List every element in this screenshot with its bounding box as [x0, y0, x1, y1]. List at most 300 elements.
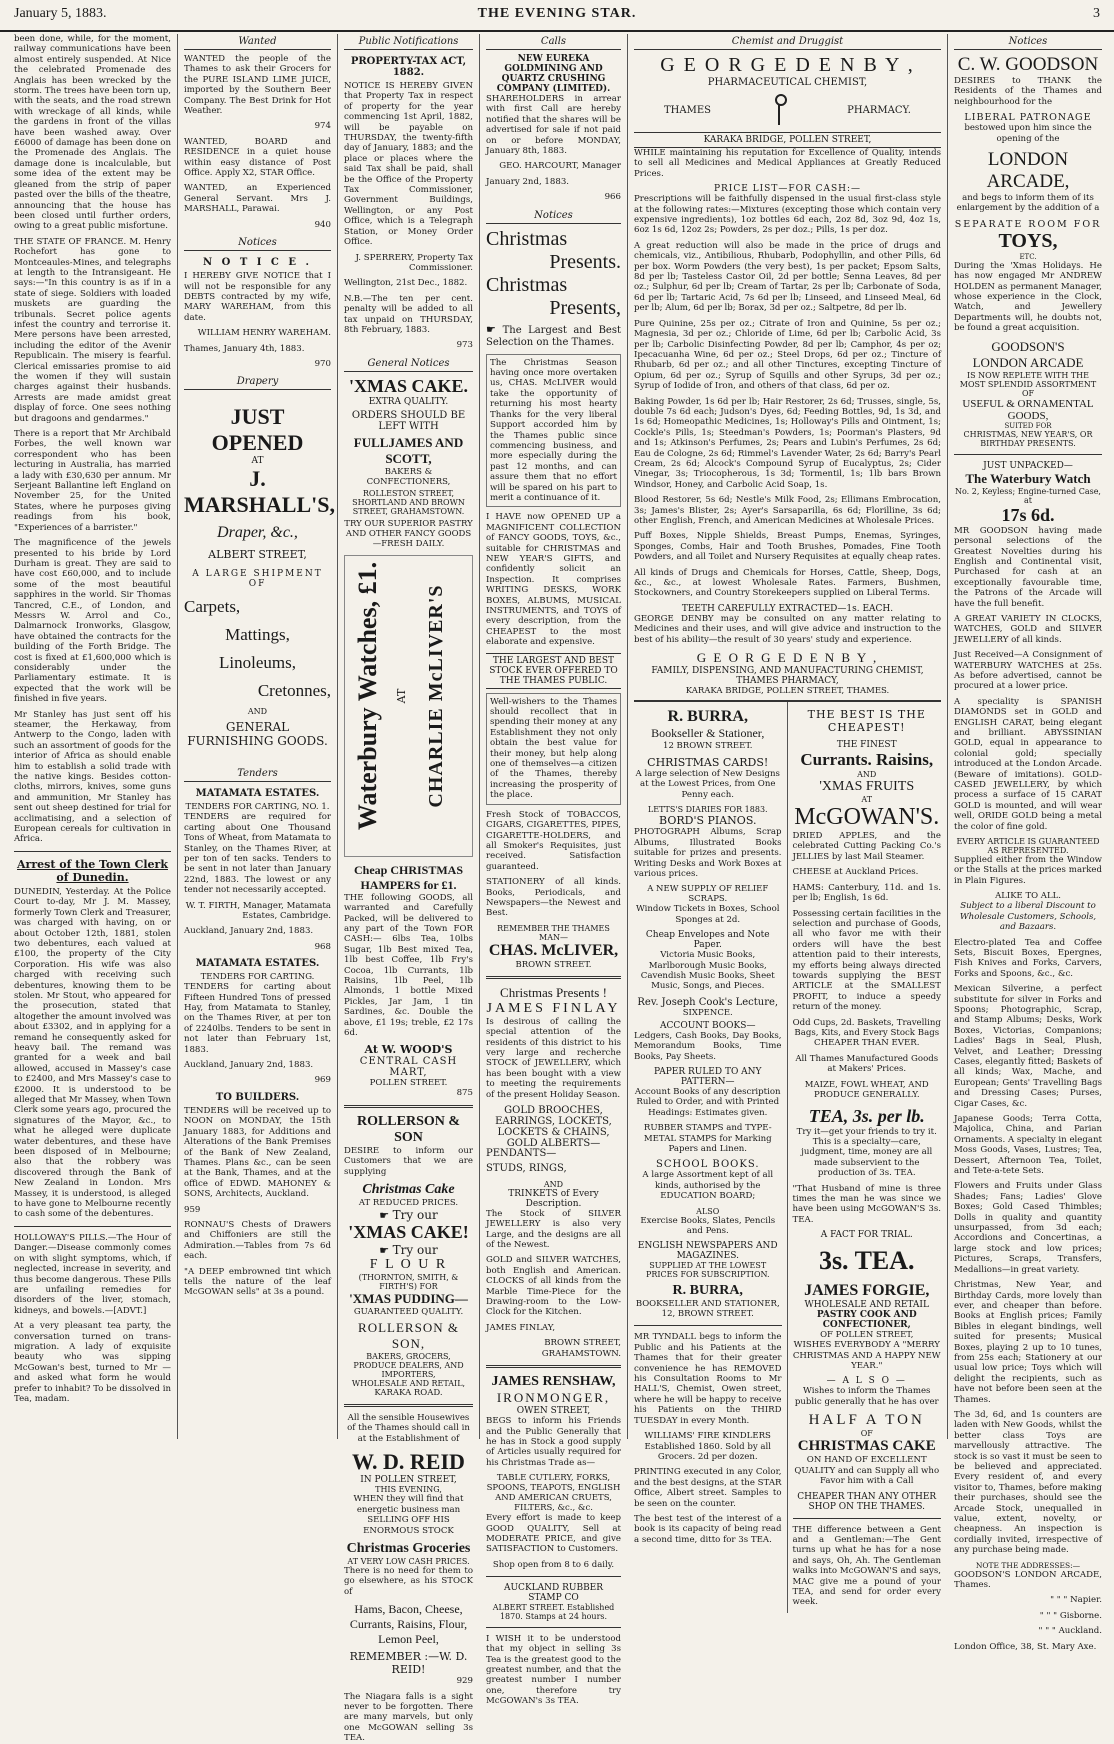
- news-paragraph: The magnificence of the jewels presented to his bride by Lord Durham is great. They are said to have cost £60,000, and to include some of the most beautiful sapphires in the world. Sir Thomas Tancred, C.E., of London, and Messrs W. Arrol and Co., Dalmarnock Ironworks, Glasgow, have obtained the contracts for the building of the Forth Bridge. The cost is fixed at £1,600,000 which is considerably under the Parliamentary estimate. It is expected that the work will be finished in five years.: [14, 538, 171, 705]
- burra-trade: BOOKSELLER AND STATIONER,: [635, 1299, 780, 1310]
- wanted-ad: WANTED, an Experienced General Servant. Mrs J. MARSHALL, Parawai.: [184, 183, 331, 215]
- goodson-address: " " " Napier.: [1050, 1595, 1102, 1606]
- section-header: General Notices: [344, 356, 473, 372]
- goodson-alike: ALIKE TO ALL.: [995, 891, 1061, 902]
- reid-remember: REMEMBER :—W. D. REID!: [349, 1650, 468, 1677]
- rollerson-flour-brand: (THORNTON, SMITH, & FIRTH'S) FOR: [358, 1273, 459, 1292]
- section-header: Drapery: [184, 374, 331, 390]
- burra-name: R. BURRA,: [667, 708, 748, 726]
- goodson-name: C. W. GOODSON: [957, 54, 1099, 75]
- news-paragraph: There is a report that Mr Archibald Forbes, the well known war correspondent who has been lecturing in Australia, has married a lady with £30,630 per annum. Mr Serjeant Ballantine left England on November 25, for the United States, where he purposes giving readings from his book, "Experiences of a barrister.": [14, 429, 171, 533]
- rollerson-try: [344, 1243, 473, 1257]
- goodson-body: bestowed upon him since the opening of the: [964, 123, 1092, 144]
- ad-number: 968: [314, 941, 331, 952]
- divider: [14, 1226, 171, 1227]
- goodson-useful: USEFUL & ORNAMENTAL: [962, 397, 1094, 410]
- mcliver-remember: REMEMBER THE THAMES MAN—: [497, 923, 610, 942]
- xmas-cake-orders: ORDERS SHOULD BE LEFT WITH: [351, 409, 466, 432]
- mcgowan-finest: THE FINEST: [836, 740, 897, 751]
- goodson-presents: CHRISTMAS, NEW YEAR'S, OR BIRTHDAY PRESENTS.: [963, 429, 1093, 448]
- rollerson-trade: BAKERS, GROCERS, PRODUCE DEALERS, AND IMPORTERS,: [353, 1352, 464, 1380]
- forgie-name: JAMES FORGIE,: [804, 1282, 930, 1300]
- denby-body: Pure Quinine, 25s per oz.; Citrate of Iron and Quinine, 5s per oz.; Magnesia, 3d per oz.; Chloride of Lime, 6d per lb; Carbolic Acid, 3s per lb; Carbolic Disinfecting Powder, 8d per lb; Camphor, 4s per oz; Ipecacuanha Wine, 6d per oz.; Steel Drops, 6d per oz.; Tincture of Rhubarb, 6d per oz.; and all other Tinctures, excepting Tincture of Opium, 6d per oz.; Syrup of Squills and other Syrups, 3d per oz.; Syrup of Iodide of Iron, and others of that class, 6d per oz.: [634, 318, 941, 392]
- drapery-street: ALBERT STREET,: [208, 548, 307, 562]
- reid-intro: All the sensible Housewives of the Thames should call in at the Establishment of: [347, 1413, 470, 1444]
- mcliver-body: I HAVE now OPENED UP a MAGNIFICENT COLLECTION of FANCY GOODS, TOYS, &c., suitable for CHRISTMAS and NEW YEAR'S GIFTS, and confidently solicit an Inspection. It comprises WRITING DESKS, WORK BOXES, ALBUMS, MUSICAL INSTRUMENTS, and TOYS of every description, from the CHEAPEST to the most elaborate and expensive.: [486, 512, 621, 648]
- denby-thames: THAMES: [664, 104, 712, 116]
- reid-groceries: Christmas Groceries: [346, 1540, 471, 1556]
- mcgowan-body: CHEESE at Auckland Prices.: [792, 867, 919, 878]
- ad-number: 973: [456, 340, 473, 351]
- divider: [634, 1325, 782, 1326]
- notification-body: NOTICE IS HEREBY GIVEN that Property Tax in respect of property for the year commencing 1st April, 1882, will be payable on THURSDAY, the twenty-fifth day of January, 1883; and the place or places where the said Tax shall be paid, shall be the Office of the Property Tax Commissioner, Government Buildings, Wellington, or any Post Office, which is a Telegraph Station, or Money Order Office.: [344, 81, 473, 248]
- mcgowan-name: McGOWAN'S.: [794, 804, 940, 831]
- goodson-room: SEPARATE ROOM FOR: [954, 218, 1102, 230]
- goodson-address: GOODSON'S LONDON ARCADE, Thames.: [954, 1569, 1102, 1591]
- presents-selection-text: The Largest and Best Selection on the Thames.: [486, 324, 621, 348]
- reid-name: W. D. REID: [352, 1449, 465, 1475]
- finlay-items: GOLD BROOCHES, EARRINGS, LOCKETS, LOCKETS & CHAINS, GOLD ALBERTS—: [495, 1105, 612, 1149]
- goodson-body: A speciality is SPANISH DIAMONDS set in GOLD and ENGLISH CARAT, being elegant and brilliant. ABYSSINIAN GOLD, equal in appearance to colonial gold; specially introduced at the London Arcade. (Beware of imitations). GOLD-CASED JEWELLERY, by which process a surface of 15 CARAT GOLD is mounted, and will wear well, ORIDE GOLD being a metal the color of fine gold.: [954, 696, 1102, 832]
- goodson-replete: IS NOW REPLETE WITH THE MOST SPLENDID ASSORTMENT OF: [959, 370, 1097, 398]
- pointing-hand-icon: ☛: [379, 1244, 393, 1258]
- hampers-headline: Cheap CHRISTMAS HAMPERS for £1.: [353, 862, 464, 892]
- section-header: Notices: [486, 208, 621, 224]
- finlay-body: The Stock of SILVER JEWELLERY is also very Large, and the designs are all of the Newest.: [486, 1208, 621, 1251]
- column-goodson: [948, 34, 1108, 1652]
- forgie-body: WISHES EVERYBODY A "MERRY CHRISTMAS AND A HAPPY NEW YEAR.": [792, 1340, 941, 1372]
- goodson-arcade: LONDON ARCADE,: [986, 149, 1070, 193]
- mcgowan-body: DRIED APPLES, and the celebrated Cutting Packing Co.'s JELLIES by last Mail Steamer.: [792, 831, 941, 862]
- goodson-etc: ETC.: [1019, 252, 1037, 261]
- news-paragraph: been done, while, for the moment, railway communications have been almost entirely suspended. At Nice the celebrated Promenade des Anglais has been wrecked by the storm. The trees have been torn up, with the seats, and the road strewn with wreckage of all kinds, while the gardens in front of the villas have been washed away. Over £6000 of damage has been done on the Promenade des Anglais. The damage done is incalculable, but some idea of the extent may be gleaned from the strip of paper pasted over the bills of the theatre, announcing that the house has been closed until further orders, owing to a great public misfortune.: [14, 34, 171, 232]
- forgie-also: — A L S O —: [826, 1376, 907, 1387]
- forgie-body: Wishes to inform the Thames public generally that he has over: [794, 1386, 939, 1407]
- presents-headline: Presents,: [549, 296, 621, 319]
- forgie-half-ton: HALF A TON: [808, 1412, 925, 1429]
- goodson-patronage: LIBERAL PATRONAGE: [964, 112, 1092, 124]
- mcgowan-best: THE BEST IS THE CHEAPEST!: [807, 708, 926, 735]
- mcgowan-3s-tea: 3s. TEA.: [818, 1246, 915, 1276]
- mcliver-thanks: The Christmas Season having once more overtaken us, CHAS. McLIVER would take the opportunity of returning his most hearty Thanks for the very liberal Support accorded him by the Thames public since commencing business, and more especially during the past 12 months, and can assure them that no effort will be spared on his part to merit a continuance of it.: [486, 354, 621, 508]
- burra-body: RUBBER STAMPS and TYPE-METAL STAMPS for Marking Papers and Linen.: [643, 1123, 772, 1154]
- ad-number: 959: [184, 1204, 201, 1215]
- burra-pianos: BORD'S PIANOS.: [659, 814, 757, 828]
- reid-body: There is no need for them to go elsewhere, as his STOCK of: [344, 1565, 473, 1597]
- rollerson-headline: ROLLERSON & SON: [356, 1113, 461, 1145]
- mcgowan-body: HAMS: Canterbury, 11d. and 1s. per lb; English, 1s 6d.: [792, 882, 941, 904]
- denby-pharmacy: PHARMACY.: [847, 104, 911, 116]
- tyndall-notice: MR TYNDALL begs to inform the Public and his Patients at the Thames that for their greater convenience he has REMOVED his Consultation Rooms to Mr HALL'S, Chemist, Owen street, where he will be happy to receive his Patients on the THIRD TUESDAY in every Month.: [634, 1332, 782, 1426]
- column-public-notifications: [338, 34, 480, 1744]
- mcgowan-at: AT: [861, 795, 873, 805]
- page-number: 3: [1093, 6, 1100, 21]
- rollerson-wholesale: WHOLESALE AND RETAIL,: [351, 1379, 466, 1389]
- bakers-name: FULLJAMES AND SCOTT,: [353, 434, 464, 466]
- burra-diaries: LETTS'S DIARIES FOR 1883.: [647, 805, 768, 815]
- goodson-waterbury-desc: No. 2, Keyless; Engine-turned Case, at: [955, 486, 1101, 505]
- section-header: Wanted: [184, 34, 331, 50]
- drapery-goods: GENERAL FURNISHING GOODS.: [187, 720, 328, 749]
- forgie-of: OF: [860, 1429, 873, 1439]
- mcgowan-advert: [788, 702, 942, 1613]
- forgie-trade: PASTRY COOK AND CONFECTIONER,: [816, 1310, 917, 1331]
- waterbury-headline: Waterbury Watches, £1.: [353, 561, 382, 830]
- mcgowan-body: Try it—get your friends to try it. This is a specialty—care, judgment, time, money are all made subservient to the production of 3s. TEA.: [796, 1126, 937, 1179]
- tender-heading: MATAMATA ESTATES.: [195, 958, 320, 970]
- burra-paper: PAPER RULED TO ANY PATTERN—: [653, 1066, 762, 1087]
- burra-street: 12, BROWN STREET.: [661, 1309, 754, 1320]
- waterbury-at: AT: [395, 688, 408, 704]
- burra-body: Exercise Books, Slates, Pencils and Pens.: [640, 1215, 776, 1237]
- mcliver-stock: THE LARGEST AND BEST STOCK EVER OFFERED TO THE THAMES PUBLIC.: [486, 653, 621, 689]
- wanted-ad: WANTED the people of the Thames to ask their Grocers for the PURE ISLAND LIME JUICE, imported by the Southern Beer Company. The Best Drink for Hot Weather.: [184, 54, 331, 117]
- ad-number: 969: [314, 1075, 331, 1086]
- burra-scraps: A NEW SUPPLY OF RELIEF SCRAPS.: [647, 884, 769, 905]
- goodson-body: DESIRES to THANK the Residents of the Thames and neighbourhood for the: [954, 76, 1102, 107]
- tender-body: TENDERS for carting about Fifteen Hundred Tons of pressed Hay, from Matamata to Stanley, on the Thames River, at per ton of 2240lbs. Tenders to be sent in not later than February 1st, 1883.: [184, 982, 331, 1055]
- finlay-body: GOLD and SILVER WATCHES, both English and American. CLOCKS of all kinds from the Marble Time-Piece for the Drawing-room to the Low-Clock for the Kitchen.: [486, 1255, 621, 1318]
- finlay-and: AND: [543, 1179, 564, 1189]
- burra-envelopes: Cheap Envelopes and Note Paper.: [645, 930, 770, 951]
- burra-supplied: SUPPLIED AT THE LOWEST PRICES FOR SUBSCRIPTION.: [645, 1261, 770, 1280]
- goodson-address: " " " Auckland.: [1038, 1626, 1102, 1637]
- mcliver-tobacco: Fresh Stock of TOBACCOS, CIGARS, CIGARETTES, PIPES, CIGARETTE-HOLDERS, and all Smoker's Requisites, just received. Satisfaction guaranteed.: [486, 809, 621, 872]
- notification-signature: J. SPERRERY, Property Tax Commissioner.: [355, 252, 473, 273]
- drapery-shop-name: J. MARSHALL'S,: [184, 466, 335, 518]
- divider: [486, 1576, 621, 1577]
- burra-body: A large selection of New Designs at the Lowest Prices, from One Penny each.: [635, 769, 780, 800]
- reid-evening: THIS EVENING,: [375, 1485, 442, 1495]
- divider: [344, 1105, 473, 1108]
- rollerson-body: DESIRE to inform our Customers that we are supplying: [344, 1145, 473, 1177]
- hampers-mart: CENTRAL CASH MART,: [359, 1056, 458, 1079]
- advert-paragraph: I WISH it to be understood that my object in selling 3s Tea is the greatest good to the greatest number, and that the greatest number I number one, therefore try McGOWAN's 3s TEA.: [486, 1633, 621, 1707]
- news-paragraph: DUNEDIN, Yesterday. At the Police Court to-day, Mr J. M. Massey, formerly Town Clerk and Treasurer, was charged with having, on or about October 12th, 1881, stolen two debentures, each valued at £100, the property of the City Corporation. His wife was also charged with receiving such debentures, knowing them to be stolen. Mr Stout, who appeared for the prosecution, stated that altogether the amount involved was about £3302, and in applying for a remand he consequently asked for heavy bail. The remand was granted for a week and bail allowed, accused in Massey's case to £2400, and Mrs Massey's case to £2000. It is understood to be alleged that Mr Massey, when Town Clerk some years ago, procured the signatures of the Mayor, &c., to what he alleged were duplicate water debentures, and these have been disposed of in Melbourne; also that the robbery was discovered through the Bank of New Zealand in London. Mrs Massey, it is understood, is alleged to have gone to Melbourne recently to cash some of the debentures.: [14, 886, 171, 1220]
- burra-body: Window Tickets in Boxes, School Sponges at 2d.: [635, 904, 780, 925]
- goodson-goods: GOODS,: [1007, 409, 1049, 422]
- denby-title: FAMILY, DISPENSING, AND MANUFACTURING CHEMIST,: [651, 666, 924, 677]
- section-header: Public Notifications: [344, 34, 473, 50]
- burra-body: Account Books of any description Ruled to Order, and with Printed Headings: Estimates given.: [634, 1086, 781, 1118]
- ad-number: 875: [456, 1088, 473, 1099]
- advert-paragraph: At a very pleasant tea party, the conversation turned on trans-migration. A lady of exquisite beauty who was sipping McGowan's best, turned to Mr — and asked what form he would prefer to inhabit? To be dissolved in Tea, madam.: [14, 1321, 171, 1404]
- calls-body: SHAREHOLDERS in arrear with first Call are hereby notified that the shares will be advertised for sale if not paid on or before MONDAY, January 8th, 1883.: [486, 94, 621, 157]
- mcgowan-fact: A FACT FOR TRIAL.: [820, 1230, 913, 1241]
- burra-body: Ledgers, Cash Books, Day Books, Memorandum Books, Time Books, Pay Sheets.: [634, 1030, 782, 1062]
- tender-subheading: TENDERS FOR CARTING.: [200, 972, 315, 983]
- denby-body: Puff Boxes, Nipple Shields, Breast Pumps, Enemas, Syringes, Sponges, Combs, Hair and Tooth Brushes, Pomades, Fine Tooth Powders, and all Toilet and Nursery Requisites at equally cheap rates.: [634, 531, 941, 563]
- hampers-seller: At W. WOOD'S: [364, 1043, 453, 1057]
- newspaper-title: THE EVENING STAR.: [477, 6, 637, 21]
- denby-address: KARAKA BRIDGE, POLLEN STREET, THAMES.: [685, 686, 890, 697]
- goodson-body: Mexican Silverine, a perfect substitute for silver in Forks and Spoons; Photographic, Scrap, and Stamp Albums; Desks, Work Boxes, Victorias, Companions; Ladies' Bags in Seal, Plush, Velvet, and Leather; Dressing Cases, elegantly fitted; Baskets of all kinds; Wax, Mache, and European; Gents' Travelling Bags and Dressing Cases; Purses, Cigar Cases, &c.: [954, 984, 1102, 1109]
- drapery-item: Cretonnes,: [257, 681, 331, 701]
- presents-headline: Christmas: [486, 273, 568, 296]
- denby-body: A great reduction will also be made in the price of drugs and chemicals, viz., Antibilious, Rhubarb, Podophyllin, and other Pills, 6d per box. Worm Powders (the very best), 1s per packet; Epsom Salts, 8d per lb; Tasteless Castor Oil, 2d per bottle; Senna Leaves, 8d per oz.; Sulphur, 6d per lb; Cream of Tartar, 2s per lb; Carbonate of Soda, 6d per lb; Tartaric Acid, 7s 6d per lb; Linseed, and Linseed Meal, 6d per lb; Alum, 6d per lb; Borax, 3d per oz.; Saltpetre, 8d per lb.: [634, 240, 941, 314]
- bakers-address: ROLLESTON STREET, SHORTLAND AND BROWN STREET, GRAHAMSTOWN.: [352, 488, 465, 516]
- chemist-lower-ads: [634, 700, 941, 1613]
- divider: [344, 1404, 473, 1407]
- notification-date: Wellington, 21st Dec., 1882.: [344, 278, 468, 289]
- goodson-body: MR GOODSON having made personal selections of the Greatest Novelties during his English and Continental visit, Purchased for cash at an exceptionally favourable time, the Patrons of the Arcade will have the full benefit.: [954, 525, 1102, 609]
- notice-body: I HEREBY GIVE NOTICE that I will not be responsible for any DEBTS contracted by my wife, MARY WAREHAM, from this date.: [184, 271, 331, 323]
- waterbury-seller: CHARLIE McLIVER'S: [425, 584, 447, 808]
- forgie-cheaper: CHEAPER THAN ANY OTHER SHOP ON THE THAMES.: [797, 1491, 937, 1512]
- drapery-item: Carpets,: [184, 597, 241, 617]
- tender-subheading: TENDERS FOR CARTING, NO. 1.: [185, 802, 330, 813]
- goodson-body: Christmas, New Year, and Birthday Cards, more lovely than ever, and cheaper than before. Books at English prices; Family Bibles in elegant bindings, well suited for presents; Musical Boxes, playing 2 up to 10 tunes, from 25s each; Stationery at our usual low price; Toys which will delight the recipients, such as have not before been seen at the Thames.: [954, 1280, 1102, 1405]
- drapery-trade: Draper, &c.,: [217, 524, 298, 542]
- denby-name: G E O R G E D E N B Y ,: [696, 650, 879, 666]
- rollerson-pudding: 'XMAS PUDDING—: [349, 1291, 468, 1307]
- presents-headline: Presents.: [549, 250, 621, 273]
- section-header: Notices: [184, 235, 331, 251]
- burra-street: 12 BROWN STREET.: [663, 741, 753, 752]
- section-header: Tenders: [184, 766, 331, 782]
- reid-goods: Hams, Bacon, Cheese, Currants, Raisins, Flour, Lemon Peel,: [349, 1602, 468, 1647]
- mcgowan-body: Possessing certain facilities in the selection and purchase of Goods, all who favor me with their orders will have the best attention paid to their interests, my efforts being always directed towards supplying the BEST ARTICLE at the SMALLEST PROFIT, to induce a speedy return of the money.: [792, 908, 941, 1013]
- wanted-ad: WANTED, BOARD and RESIDENCE in a quiet house within easy distance of Post Office. Apply X2, STAR Office.: [184, 136, 331, 179]
- notice-heading: N O T I C E .: [203, 257, 312, 269]
- renshaw-trade: IRONMONGER,: [496, 1390, 611, 1406]
- ad-number: 966: [604, 192, 621, 203]
- rubber-stamp-address: ALBERT STREET. Established 1870. Stamps at 24 hours.: [492, 1602, 615, 1621]
- goodson-body: Flowers and Fruits under Glass Shades; Fans; Ladies' Glove Boxes; Gold Cased Thimbles; Dolls in quality and quantity unsurpassed, from 3d each; Accordions and Concertinas, a large stock and low prices; Pictures, Scraps, Transfers, Medallions—in great variety.: [954, 1181, 1102, 1275]
- goodson-body: Electro-plated Tea and Coffee Sets, Biscuit Boxes, Epergnes, Fish Knives and Forks, Carvers, Forks and Spoons, &c., &c.: [954, 937, 1102, 979]
- goodson-discount: Subject to a liberal Discount to Wholesale Customers, Schools, and Bazaars.: [959, 901, 1097, 933]
- divider: [486, 1365, 621, 1368]
- mcgowan-body: All Thames Manufactured Goods at Makers' Prices.: [795, 1053, 939, 1075]
- renshaw-hours: Shop open from 8 to 6 daily.: [492, 1559, 615, 1570]
- news-paragraph: Mr Stanley has just sent off his steamer, the Herkaway, from Antwerp to the Congo, laden with such an assortment of goods for the interior of Africa as should enable him to establish a solid trade with the native kings. Besides cotton-cloths, mirrors, knives, some guns and ammunition, Mr Stanley has sent out sheep destined for trial for acclimatising, and a selection of European cereals for cultivation in Africa.: [14, 709, 171, 845]
- bakers-trade: BAKERS & CONFECTIONERS,: [366, 466, 451, 487]
- rollerson-xmas-cake: 'XMAS CAKE!: [348, 1222, 469, 1243]
- burra-also: ALSO: [696, 1206, 720, 1216]
- forgie-body: ON HAND OF EXCELLENT QUALITY and can Supply all who Favor him with a Call: [794, 1455, 940, 1487]
- notice-date: Thames, January 4th, 1883.: [184, 343, 305, 354]
- mcgowan-body: Odd Cups, 2d. Baskets, Travelling Bags, Kits, and Every Stock Bags CHEAPER THAN EVER.: [792, 1017, 941, 1049]
- goodson-waterbury-price: 17s 6d.: [1001, 504, 1055, 525]
- goodson-guarantee: EVERY ARTICLE IS GUARANTEED AS REPRESENTED.: [956, 837, 1100, 856]
- tender-body: TENDERS are required for carting about One Thousand Tons of Wheat, from Matamata to Stanley, on the Thames River, at per ton of ten sacks. Tenders to be sent in not later than January 22nd, 1883. The lowest or any tender not necessarily accepted.: [184, 812, 331, 896]
- goodson-body: The 3d, 6d, and 1s counters are laden with New Goods, whilst the better class Toys are marvellously attractive. The stock is so vast it must be seen to be believed and appreciated. Every resident of, and every visitor to, Thames, before making their purchases, should see the Arcade Stock, unequalled in value, extent, novelty, or cheapness. An inspection is cordially invited, irrespective of any purchase being made.: [954, 1409, 1102, 1556]
- notification-body: N.B.—The ten per cent. penalty will be added to all tax unpaid on THURSDAY, 8th February, 1883.: [344, 293, 473, 335]
- finlay-signature: JAMES FINLAY,: [486, 1322, 556, 1333]
- column-news: [8, 34, 178, 1439]
- mcgowan-xmas-fruits: 'XMAS FRUITS: [819, 779, 915, 795]
- goodson-body: and begs to inform them of its enlargement by the addition of a: [956, 193, 1100, 214]
- rollerson-road: KARAKA ROAD.: [374, 1388, 443, 1399]
- section-header: Calls: [486, 34, 621, 50]
- rollerson-try: [344, 1208, 473, 1222]
- denby-body: Baking Powder, 1s 6d per lb; Hair Restorer, 2s 6d; Trusses, single, 5s, double 7s 6d each; Judson's Dyes, 6d; Feeding Bottles, 9d, 1s 3d, and 1s 6d; Homeopathic Medicines, 1s; Holloway's Pills and Ointment, 1s; Cockle's Pills, 1s; Steedman's Powders, 1s; Poorman's Plasters, 9d and 1s; Atkinson's Perfumes, 2s; Pears and Lubin's Perfumes, 2s 6d; Eau de Cologne, 2s 6d; Rimmel's Lavender Water, 2s 6d; Barry's Pearl Cream, 2s 6d; Alcock's Compound Syrup of Eucalyptus, 2s; Cider Vinegar, 3s; Triocopherous, 1s 3d; Tormentil, 1s; 1lb bars Brown Windsor, Honey, and Carbolic Acid Soap, 1s.: [634, 396, 941, 490]
- burra-body: Victoria Music Books, Marlborough Music Books, Cavendish Music Books, Sheet Music, Songs, and Pieces.: [640, 950, 775, 992]
- drapery-shipment: A LARGE SHIPMENT OF: [192, 569, 323, 590]
- denby-body: All kinds of Drugs and Chemicals for Horses, Cattle, Sheep, Dogs, &c., &c., at lowest Wholesale Rates. Farmers, Bushmen, Stockowners, and Country Storekeepers supplied on Liberal Terms.: [634, 567, 941, 599]
- reid-street: IN POLLEN STREET,: [360, 1475, 457, 1486]
- burra-account-books: ACCOUNT BOOKS—: [660, 1020, 756, 1031]
- burra-newspapers: ENGLISH NEWSPAPERS AND MAGAZINES.: [637, 1241, 778, 1262]
- mcgowan-body: "That Husband of mine is three times the man he was since we have been using McGOWAN'S 3s. TEA.: [792, 1183, 941, 1225]
- mcliver-street: BROWN STREET.: [515, 959, 592, 970]
- renshaw-body: BEGS to inform his Friends and the Public Generally that he has in Stock a good supply of Articles usually required for his Christmas Trade as—: [486, 1416, 621, 1468]
- presents-selection: [486, 324, 621, 349]
- waterbury-advert: [344, 555, 473, 857]
- masthead: [0, 0, 1114, 32]
- ad-number: 929: [456, 1676, 473, 1687]
- finlay-items: STUDS, RINGS,: [486, 1163, 567, 1175]
- rollerson-name: ROLLERSON & SON,: [358, 1320, 459, 1352]
- notice-signature: WILLIAM HENRY WAREHAM.: [197, 328, 331, 339]
- rollerson-try-text: Try our: [392, 1208, 438, 1223]
- tender-body: TENDERS will be received up to NOON on MONDAY, the 15th January 1883, for Additions and Alterations of the Bank Premises of the Bank of New Zealand, Thames. Plans &c., can be seen at the Bank, Thames, and at the office of EDWD. MAHONEY & SONS, Architects, Auckland.: [184, 1105, 331, 1200]
- denby-body: GEORGE DENBY may be consulted on any matter relating to Medicines and their uses, and will give advice and instruction to the best of his ability—the result of 30 years' study and experience.: [634, 613, 941, 645]
- tender-heading: TO BUILDERS.: [215, 1091, 300, 1103]
- goodson-london-office: London Office, 38, St. Mary Axe.: [954, 1641, 1097, 1652]
- notification-heading: PROPERTY-TAX ACT, 1882.: [350, 56, 467, 78]
- renshaw-name: JAMES RENSHAW,: [491, 1374, 616, 1390]
- finlay-items: PENDANTS—: [486, 1148, 557, 1159]
- denby-body: Prescriptions will be faithfully dispensed in the usual first-class style at the following rates:—Mixtures (excepting those which contain very expensive ingredients), 1oz bottles 6d each, 2oz 8d, 3oz 9d, 4oz 1s, 6oz 1s 6d, 12oz 2s; Powders, 2s per doz.; Pills, 1s per doz.: [634, 194, 941, 236]
- reid-body: WHEN they will find that energetic business man SELLING OFF HIS ENORMOUS STOCK: [353, 1494, 464, 1536]
- finlay-address: BROWN STREET, GRAHAMSTOWN.: [541, 1338, 621, 1359]
- goodson-waterbury: The Waterbury Watch: [965, 470, 1091, 486]
- hampers-body: THE following GOODS, all warranted and Carefully Packed, will be delivered to any part of the Town FOR CASH:— 6lbs Tea, 10lbs Sugar, 1lb Best mixed Tea, 1lb best Coffee, 1lb Fry's Cocoa, 1lb Currants, 1lb Raisins, 1lb Peel, 1lb Almonds, 1 bottle Mixed Pickles, Jar Jam, 1 tin Sardines, &c. Double the above, £1 19s; treble, £2 17s 6d.: [344, 892, 473, 1039]
- reid-prices: AT VERY LOW CASH PRICES.: [347, 1556, 470, 1566]
- section-header: Notices: [954, 34, 1102, 50]
- burra-lecture: Rev. Joseph Cook's Lecture,: [637, 996, 779, 1008]
- rollerson-guarantee: GUARANTEED QUALITY.: [353, 1307, 464, 1318]
- denby-price-list: PRICE LIST—FOR CASH:—: [713, 184, 862, 195]
- column-chemist: [628, 34, 948, 1608]
- goodson-suited: SUITED FOR: [1004, 421, 1052, 430]
- finlay-headline: Christmas Presents !: [500, 984, 607, 1000]
- renshaw-body: Every effort is made to keep GOOD QUALITY, Sell at MODERATE PRICE, and give SATISFACTION to Customers.: [486, 1513, 621, 1555]
- mcgowan-and: AND: [857, 770, 877, 780]
- goodson-address: " " " Gisborne.: [1039, 1610, 1102, 1621]
- goodson-body: A GREAT VARIETY IN CLOCKS, WATCHES, GOLD and SILVER JEWELLERY of all kinds.: [954, 613, 1102, 645]
- renshaw-street: OWEN STREET,: [516, 1406, 591, 1417]
- drapery-item: Linoleums,: [219, 653, 296, 673]
- finlay-body: Is desirous of calling the special attention of the residents of this district to his very large and recherche STOCK of JEWELLERY, which has been bought with a view to meeting the requirements of the present Holiday Season.: [486, 1016, 621, 1100]
- pointing-hand-icon: ☛: [379, 1209, 393, 1223]
- divider: [14, 851, 171, 852]
- advert-paragraph: The best test of the interest of a book is its capacity of being read a second time, ditto for 3s TEA.: [634, 1513, 782, 1545]
- forgie-trade: WHOLESALE AND RETAIL: [804, 1300, 929, 1311]
- denby-body: WHILE maintaining his reputation for Excellence of Quality, intends to sell all Medicines and Medical Appliances at Greatly Reduced Prices.: [634, 148, 941, 179]
- mcliver-wellwishers: Well-wishers to the Thames should recollect that in spending their money at any Establishment they not only obtain the best value for their money, but help along one of themselves—a citizen of the Thames, thereby increasing the prosperity of the place.: [486, 693, 621, 805]
- denby-teeth: TEETH CAREFULLY EXTRACTED—1s. EACH.: [681, 603, 894, 614]
- divider: [486, 1627, 621, 1628]
- rollerson-prices: AT REDUCED PRICES.: [358, 1198, 459, 1209]
- tender-signature: W. T. FIRTH, Manager, Matamata Estates, Cambridge.: [185, 900, 331, 921]
- denby-address: KARAKA BRIDGE, POLLEN STREET,: [634, 132, 941, 148]
- denby-name: G E O R G E D E N B Y ,: [660, 54, 915, 76]
- burra-cards: CHRISTMAS CARDS!: [647, 756, 769, 770]
- issue-date: January 5, 1883.: [14, 6, 107, 21]
- divider: [486, 976, 621, 979]
- column-wanted: [178, 34, 338, 1439]
- tender-date: Auckland, January 2nd, 1883.: [184, 1060, 314, 1071]
- ad-number: 974: [314, 121, 331, 132]
- rollerson-flour: F L O U R: [369, 1257, 448, 1273]
- rollerson-cake: Christmas Cake: [362, 1182, 455, 1198]
- forgie-cake: CHRISTMAS CAKE: [797, 1438, 936, 1455]
- mcgowan-tea-price: TEA, 3s. per lb.: [808, 1105, 925, 1126]
- burra-school-books: SCHOOL BOOKS.: [655, 1159, 760, 1171]
- advert-paragraph: "A DEEP embrowned tint which tells the nature of the leaf McGOWAN sells" at 3s a pound.: [184, 1266, 331, 1298]
- printing-advert: PRINTING executed in any Color, and the best designs, at the STAR Office, Albert street. Samples to be seen on the counter.: [634, 1467, 782, 1509]
- ad-number: 970: [314, 358, 331, 369]
- column-calls: [480, 34, 628, 1707]
- tender-heading: MATAMATA ESTATES.: [195, 788, 320, 800]
- advert-paragraph: RONNAU'S Chests of Drawers and Chiffoniers are still the Admiration.—Tables from 7s 6d each.: [184, 1219, 331, 1262]
- burra-name: R. BURRA,: [672, 1283, 743, 1299]
- news-paragraph: THE STATE OF FRANCE. M. Henry Rochefort has gone to Montceaules-Mines, and telegraphs at length to the Intransigeant. He says:—"In this country is as if in a state of siege. Soldiers with loaded muskets are guarding the tribunals. Secret police agents infest the country and terrorise it. Mere persons have been arrested, including the editor of the Avenir Republicain. The misery is fearful. Clerical emissaries promise to aid the women if they will sustain charges against their husbands. Arrests are made amidst great display of force. One sees nothing but dragoons and gendarmes.": [14, 236, 171, 424]
- burra-trade: Bookseller & Stationer,: [651, 726, 765, 741]
- kindlers-advert: WILLIAMS' FIRE KINDLERS Established 1860. Sold by all Grocers. 2d per dozen.: [644, 1431, 772, 1462]
- advert-paragraph: The Niagara falls is a sight never to be forgotten. There are many marvels, but only one McGOWAN selling 3s TEA.: [344, 1691, 473, 1744]
- finlay-name: JAMES FINLAY: [486, 1000, 621, 1016]
- hampers-street: POLLEN STREET.: [369, 1078, 448, 1089]
- goodson-body: Just Received—A Consignment of WATERBURY WATCHES at 25s. As before advertised, cannot be procured at a lower price.: [954, 650, 1102, 692]
- goodson-body: Supplied either from the Window or the Stalls at the prices marked in Plain Figures.: [954, 855, 1102, 886]
- mcliver-name: CHAS. McLIVER,: [488, 941, 619, 959]
- mcgowan-produce: MAIZE, FOWL WHEAT, AND PRODUCE GENERALLY.: [804, 1079, 929, 1100]
- divider: [793, 1518, 942, 1519]
- xmas-cake-headline: 'XMAS CAKE.: [348, 375, 468, 396]
- goodson-body: Japanese Goods; Terra Cotta, Majolica, China, and Parian Ornaments. A specialty in elegant Moss Goods, Vases, Lustres; Tea, Dessert, Afternoon Tea, Toilet, and Tete-a-tete Sets.: [954, 1114, 1102, 1177]
- xmas-cake-quality: EXTRA QUALITY.: [368, 396, 449, 407]
- forgie-street: OF POLLEN STREET,: [820, 1330, 914, 1341]
- burra-body: A large Assortment kept of all kinds, authorised by the EDUCATION BOARD;: [642, 1170, 774, 1202]
- pointing-hand-icon: ☛: [486, 322, 503, 336]
- rubber-stamp-company: AUCKLAND RUBBER STAMP CO: [503, 1582, 604, 1603]
- advert-paragraph: THE difference between a Gent and a Gentleman:—The Gent turns up what he has for a nose and says, Oh, Ah. The Gentleman walks into McGOWAN'S and says, MAC give me a pound of your TEA, and send for order every week.: [792, 1524, 941, 1608]
- burra-price: SIXPENCE.: [682, 1007, 733, 1018]
- mcgowan-currants: Currants. Raisins,: [800, 750, 934, 770]
- finlay-trinkets: TRINKETS of Every Description.: [508, 1188, 599, 1209]
- section-header: Chemist and Druggist: [634, 34, 941, 50]
- drapery-item: Mattings,: [225, 625, 290, 645]
- tender-date: Auckland, January 2nd, 1883.: [184, 926, 314, 937]
- presents-headline: Christmas: [486, 227, 568, 250]
- drapery-headline: JUST OPENED: [211, 404, 304, 456]
- calls-date: January 2nd, 1883.: [486, 176, 570, 187]
- goodson-unpacked: JUST UNPACKED—: [983, 460, 1073, 471]
- goodson-body: During the 'Xmas Holidays. He has now engaged Mr ANDREW HOLDEN as permanent Manager, whose experience in the Clock, Watch, and Jewellery Departments will, he doubts not, be found a great acquisition.: [954, 260, 1102, 334]
- divider: [954, 454, 1102, 455]
- burra-advert: [634, 702, 788, 1613]
- renshaw-goods: TABLE CUTLERY, FORKS, SPOONS, TEAPOTS, ENGLISH AND AMERICAN CRUETS, FILTERS, &c., &c.: [486, 1473, 621, 1514]
- bakers-pastry: TRY OUR SUPERIOR PASTRY AND OTHER FANCY GOODS—FRESH DAILY.: [344, 518, 473, 549]
- advert-paragraph: HOLLOWAY'S PILLS.—The Hour of Danger.—Disease commonly comes on with slight symptoms, which, if neglected, increase in severity, and thus become dangerous. These Pills are unfailing remedies for disorders of the liver, stomach, kidneys, and bowels.—[ADVT.]: [14, 1232, 171, 1316]
- denby-body: Blood Restorer, 5s 6d; Nestle's Milk Food, 2s; Ellimans Embrocation, 3s; James's Blister, 2s; Ayer's Sarsaparilla, 6s 6d; Florilline, 3s 6d; other English, French, and American Medicines at Wholesale Prices.: [634, 495, 941, 526]
- key-icon: [773, 94, 785, 126]
- goodson-toys: TOYS,: [998, 229, 1058, 252]
- denby-title: PHARMACEUTICAL CHEMIST,: [707, 77, 868, 88]
- article-heading: Arrest of the Town Clerk of Dunedin.: [17, 857, 168, 884]
- denby-pharmacy-row: [634, 88, 941, 132]
- ad-number: 940: [314, 219, 331, 230]
- mcliver-stationery: STATIONERY of all kinds. Books, Periodicals, and Newspapers—the Newest and Best.: [486, 877, 621, 919]
- drapery-at: AT: [251, 456, 264, 467]
- goodson-arcade-name: GOODSON'S: [991, 338, 1065, 354]
- burra-body: PHOTOGRAPH Albums, Scrap Albums, Illustrated Books suitable for prizes and presents. Writing Desks and Work Boxes at various prices.: [634, 827, 782, 879]
- calls-company: NEW EUREKA GOLDMINING AND QUARTZ CRUSHING COMPANY (LIMITED).: [496, 54, 611, 94]
- calls-signature: GEO. HARCOURT, Manager: [499, 161, 621, 172]
